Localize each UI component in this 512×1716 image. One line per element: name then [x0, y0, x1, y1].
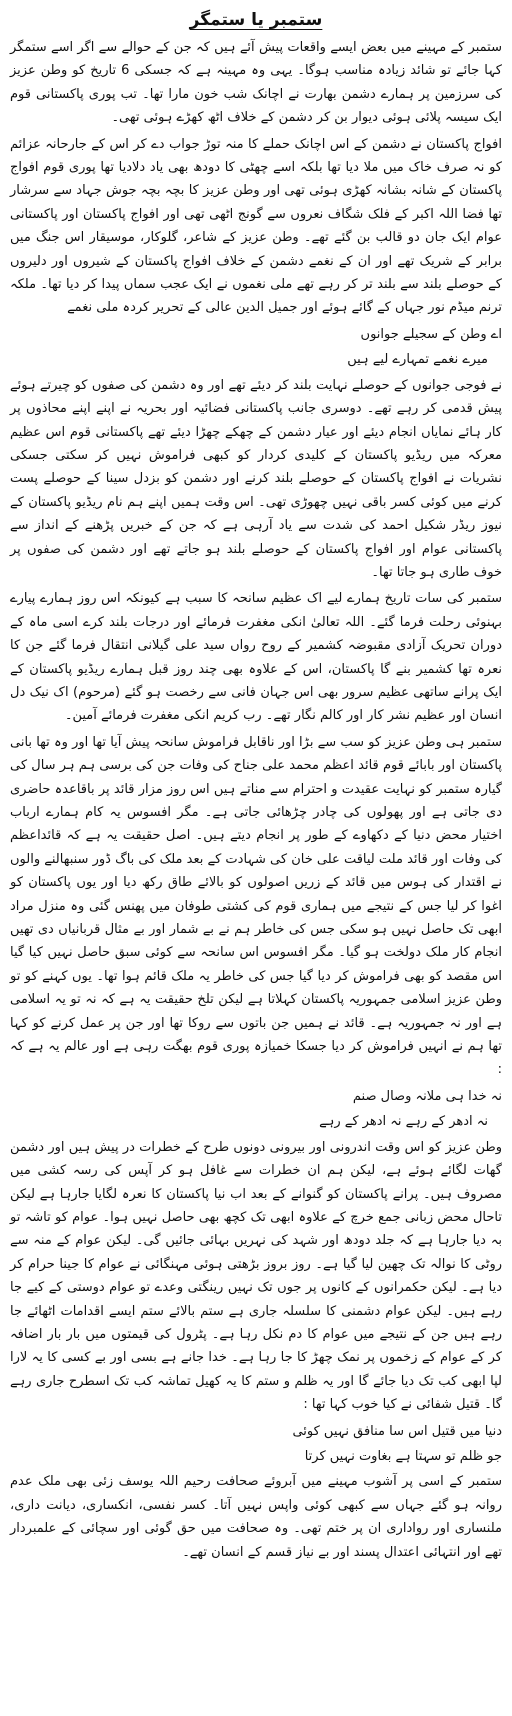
verse-line-6: جو ظلم تو سہتا ہے بغاوت نہیں کرتا: [304, 1448, 502, 1464]
paragraph-2: افواج پاکستان نے دشمن کے اس اچانک حملے کا منہ توڑ جواب دے کر اس کے جارحانہ عزائم کو نہ صرف خاک میں ملا دیا تھا بلکہ اسے چھٹی کا دودھ بھی یاد دلادیا تھا پوری قوم افواج پاکستان کے شانہ بشانہ کھڑی ہوئی تھی اور وطن عزیز کا بچہ بچہ جوش جہاد سے سرشار تھا فضا اللہ اکبر کے فلک شگاف نعروں سے گونج اٹھی تھی اور افواج پاکستان اور پاکستانی عوام ایک جان دو قالب بن گئے تھے۔ وطن عزیز کے شاعر، گلوکار، موسیقار اس جنگ میں برابر کے شریک تھے اور ان کے نغمے دشمن کے خلاف افواج پاکستان کے شیروں اور دلیروں کے حوصلے بلند سے بلند تر کر رہے تھے ملی نغموں نے ایک عجب سماں پیدا کر دیا تھا۔ ملکہ ترنم میڈم نور جہاں کے گائے ہوئے اور جمیل الدین عالی کے تحریر کردہ ملی نغمے: [10, 136, 502, 316]
verse-line-1: اے وطن کے سجیلے جوانوں: [360, 326, 502, 342]
article-title: ستمبر یا ستمگر: [189, 10, 323, 30]
verse-line-5: دنیا میں قتیل اس سا منافق نہیں کوئی: [292, 1423, 502, 1439]
paragraph-1: ستمبر کے مہینے میں بعض ایسے واقعات پیش آئے ہیں کہ جن کے حوالے سے اگر اسے ستمگر کہا جائے تو شائد زیادہ مناسب ہوگا۔ یہی وہ مہینہ ہے کہ جسکی 6 تاریخ کو وطن عزیز کی سرزمین پر ہمارے دشمن بھارت نے اچانک شب خون مارا تھا۔ تب پوری پاکستانی قوم ایک سیسہ پلائی ہوئی دیوار بن کر دشمن کے خلاف اٹھ کھڑے ہوئی تھی۔: [10, 40, 502, 126]
verse-line-3: نہ خدا ہی ملانہ وصال صنم: [352, 1088, 502, 1104]
paragraph-4: ستمبر کی سات تاریخ ہمارے لیے اک عظیم سانحہ کا سبب ہے کیونکہ اس روز ہمارے پیارے بہنوئی رحلت فرما گئے۔ اللہ تعالیٰ انکی مغفرت فرمائے اور درجات بلند کرے اسی ماہ کے دوران تحریک آزادی مقبوضہ کشمیر کے روح رواں سید علی گیلانی انتقال فرما گئے جن کا نعرہ تھا کشمیر بنے گا پاکستان، اس کے علاوہ بھی چند روز قبل ہمارے ریڈیو پاکستان کے ایک پرانے ساتھی عظیم سرور بھی اس جہان فانی سے رخصت ہو گئے (مرحوم) اک نیک دل انسان اور عظیم نشر کار اور کالم نگار تھے۔ رب کریم انکی مغفرت فرمائے آمین۔: [10, 591, 502, 724]
verse-line-4: نہ ادھر کے رہے نہ ادھر کے رہے: [319, 1114, 488, 1130]
verse-line-2: میرے نغمے تمہارے لیے ہیں: [347, 352, 488, 368]
paragraph-6: وطن عزیز کو اس وقت اندرونی اور بیرونی دونوں طرح کے خطرات در پیش ہیں اور دشمن گھات لگائے ہوئے ہے، لیکن ہم ان خطرات سے غافل ہو کر آپس کی رسہ کشی میں مصروف ہیں۔ پرانے پاکستان کو گنوانے کے بعد اب نیا پاکستان کا نعرہ لگایا جارہا ہے لیکن تاحال محض زبانی جمع خرچ کے علاوہ ابھی تک کچھ بھی حاصل نہیں ہوا۔ عوام کو تاشہ تو بہ دیا جارہا ہے کہ جلد دودھ اور شہد کی نہریں بہائی جائیں گی۔ لیکن عوام کے منہ سے روٹی کا نوالہ تک چھین لیا گیا ہے۔ روز بروز بڑھتی ہوئی مہنگائی نے عوام کا جینا حرام کر دیا ہے۔ لیکن حکمرانوں کے کانوں پر جوں تک نہیں رینگتی وعدے تو عوام دوستی کے کیے جا رہے ہیں۔ لیکن عوام دشمنی کا سلسلہ جاری ہے ستم بالائے ستم ایسے اقدامات اٹھائے جا رہے ہیں جن کے نتیجے میں عوام کا دم نکل رہا ہے۔ پٹرول کی قیمتوں میں بار بار اضافہ کر کے عوام کے زخموں پر نمک چھڑ کا جا رہا ہے۔ خدا جانے ہے بسی اور بے کسی کا یہ لارا لپا ابھی کب تک دیا جائے گا اور یہ ظلم و ستم کا یہ کھیل تماشہ کب تک اسطرح جاری رہے گا۔ قتیل شفائی نے کیا خوب کہا تھا :: [10, 1139, 503, 1413]
paragraph-7: ستمبر کے اسی پر آشوب مہینے میں آبروئے صحافت رحیم اللہ یوسف زئی بھی ملک عدم روانہ ہو گئے جہاں سے کبھی کوئی واپس نہیں آتا۔ کسر نفسی، انکساری، دیانت داری، ملنساری اور رواداری ان پر ختم تھی۔ وہ صحافت میں حق گوئی اور سچائی کے علمبردار تھے اور انتہائی اعتدال پسند اور بے نیاز قسم کے انسان تھے۔: [10, 1474, 502, 1560]
paragraph-5: ستمبر ہی وطن عزیز کو سب سے بڑا اور ناقابل فراموش سانحہ پیش آیا تھا اور وہ تھا بانی پاکستان اور بابائے قوم قائد اعظم محمد علی جناح کی وفات جن کی برسی ہم ہر سال کی گیارہ ستمبر کو نہایت عقیدت و احترام سے مناتے ہیں اس روز مزار قائد پر باقاعدہ حاضری دی جاتی ہے اور پھولوں کی چادر چڑھائی جاتی ہے۔ مگر افسوس یہ کام ہمارے ارباب اختیار محض دنیا کے دکھاوے کے طور پر انجام دیتے ہیں۔ اصل حقیقت یہ ہے کہ قائداعظم کی وفات اور قائد ملت لیاقت علی خان کی شہادت کے بعد ملک کی باگ ڈور سنبھالنے والوں نے اقتدار کی ہوس میں قائد کے زریں اصولوں کو بالائے طاق رکھ دیا اور یوں پاکستان کو اغوا کر لیا جس کے نتیجے میں ہماری قوم کی کشتی طوفان میں پھنس گئی وہ منزل مراد ابھی تک حاصل نہیں ہو سکی جس کی خاطر ہم نے بے شمار اور بے مثال قربانیاں دی تھیں انجام کار ملک دولخت ہو گیا۔ مگر افسوس اس سانحہ سے کوئی سبق حاصل نہیں کیا گیا اس مقصد کو بھی فراموش کر دیا گیا جس کی خاطر یہ ملک قائم ہوا تھا۔ یوں کہنے کو تو وطن عزیز اسلامی جمہوریہ پاکستان کہلاتا ہے لیکن تلخ حقیقت یہ ہے کہ نہ تو یہ اسلامی ہے اور نہ جمہوریہ ہے۔ قائد نے ہمیں جن باتوں سے روکا تھا اور جن پر عمل کرنے کو کہا تھا ہم نے انہیں فراموش کر دیا جسکا خمیازہ پوری قوم بھگت رہی ہے اور عالم یہ ہے کہ :: [10, 734, 502, 1078]
paragraph-3: نے فوجی جوانوں کے حوصلے نہایت بلند کر دیئے تھے اور وہ دشمن کی صفوں کو چیرتے ہوئے پیش قدمی کر رہے تھے۔ دوسری جانب پاکستانی فضائیہ اور بحریہ نے اپنے اپنے محاذوں پر کار ہائے نمایاں انجام دیئے اور عیار دشمن کے چھکے چھڑا دیئے تھے پاکستانی قوم اس عظیم معرکہ میں ریڈیو پاکستان کے کلیدی کردار کو کبھی فراموش نہیں کر سکتی جسکی نشریات نے افواج پاکستان کے حوصلے بلند کرنے اور دشمن کو بزدل سینا کے حوصلے پست کرنے میں کوئی کسر باقی نہیں چھوڑی تھی۔ اس وقت ہمیں اپنے ہم نام ریڈیو پاکستان کے نیوز ریڈر شکیل احمد کی شدت سے یاد آرہی ہے کہ جن کے خبریں پڑھنے کے انداز سے پاکستانی عوام اور افواج پاکستان کے حوصلے بلند ہو جاتے تھے اور دشمن کی صفوں پر خوف طاری ہو جاتا تھا۔: [10, 377, 502, 580]
